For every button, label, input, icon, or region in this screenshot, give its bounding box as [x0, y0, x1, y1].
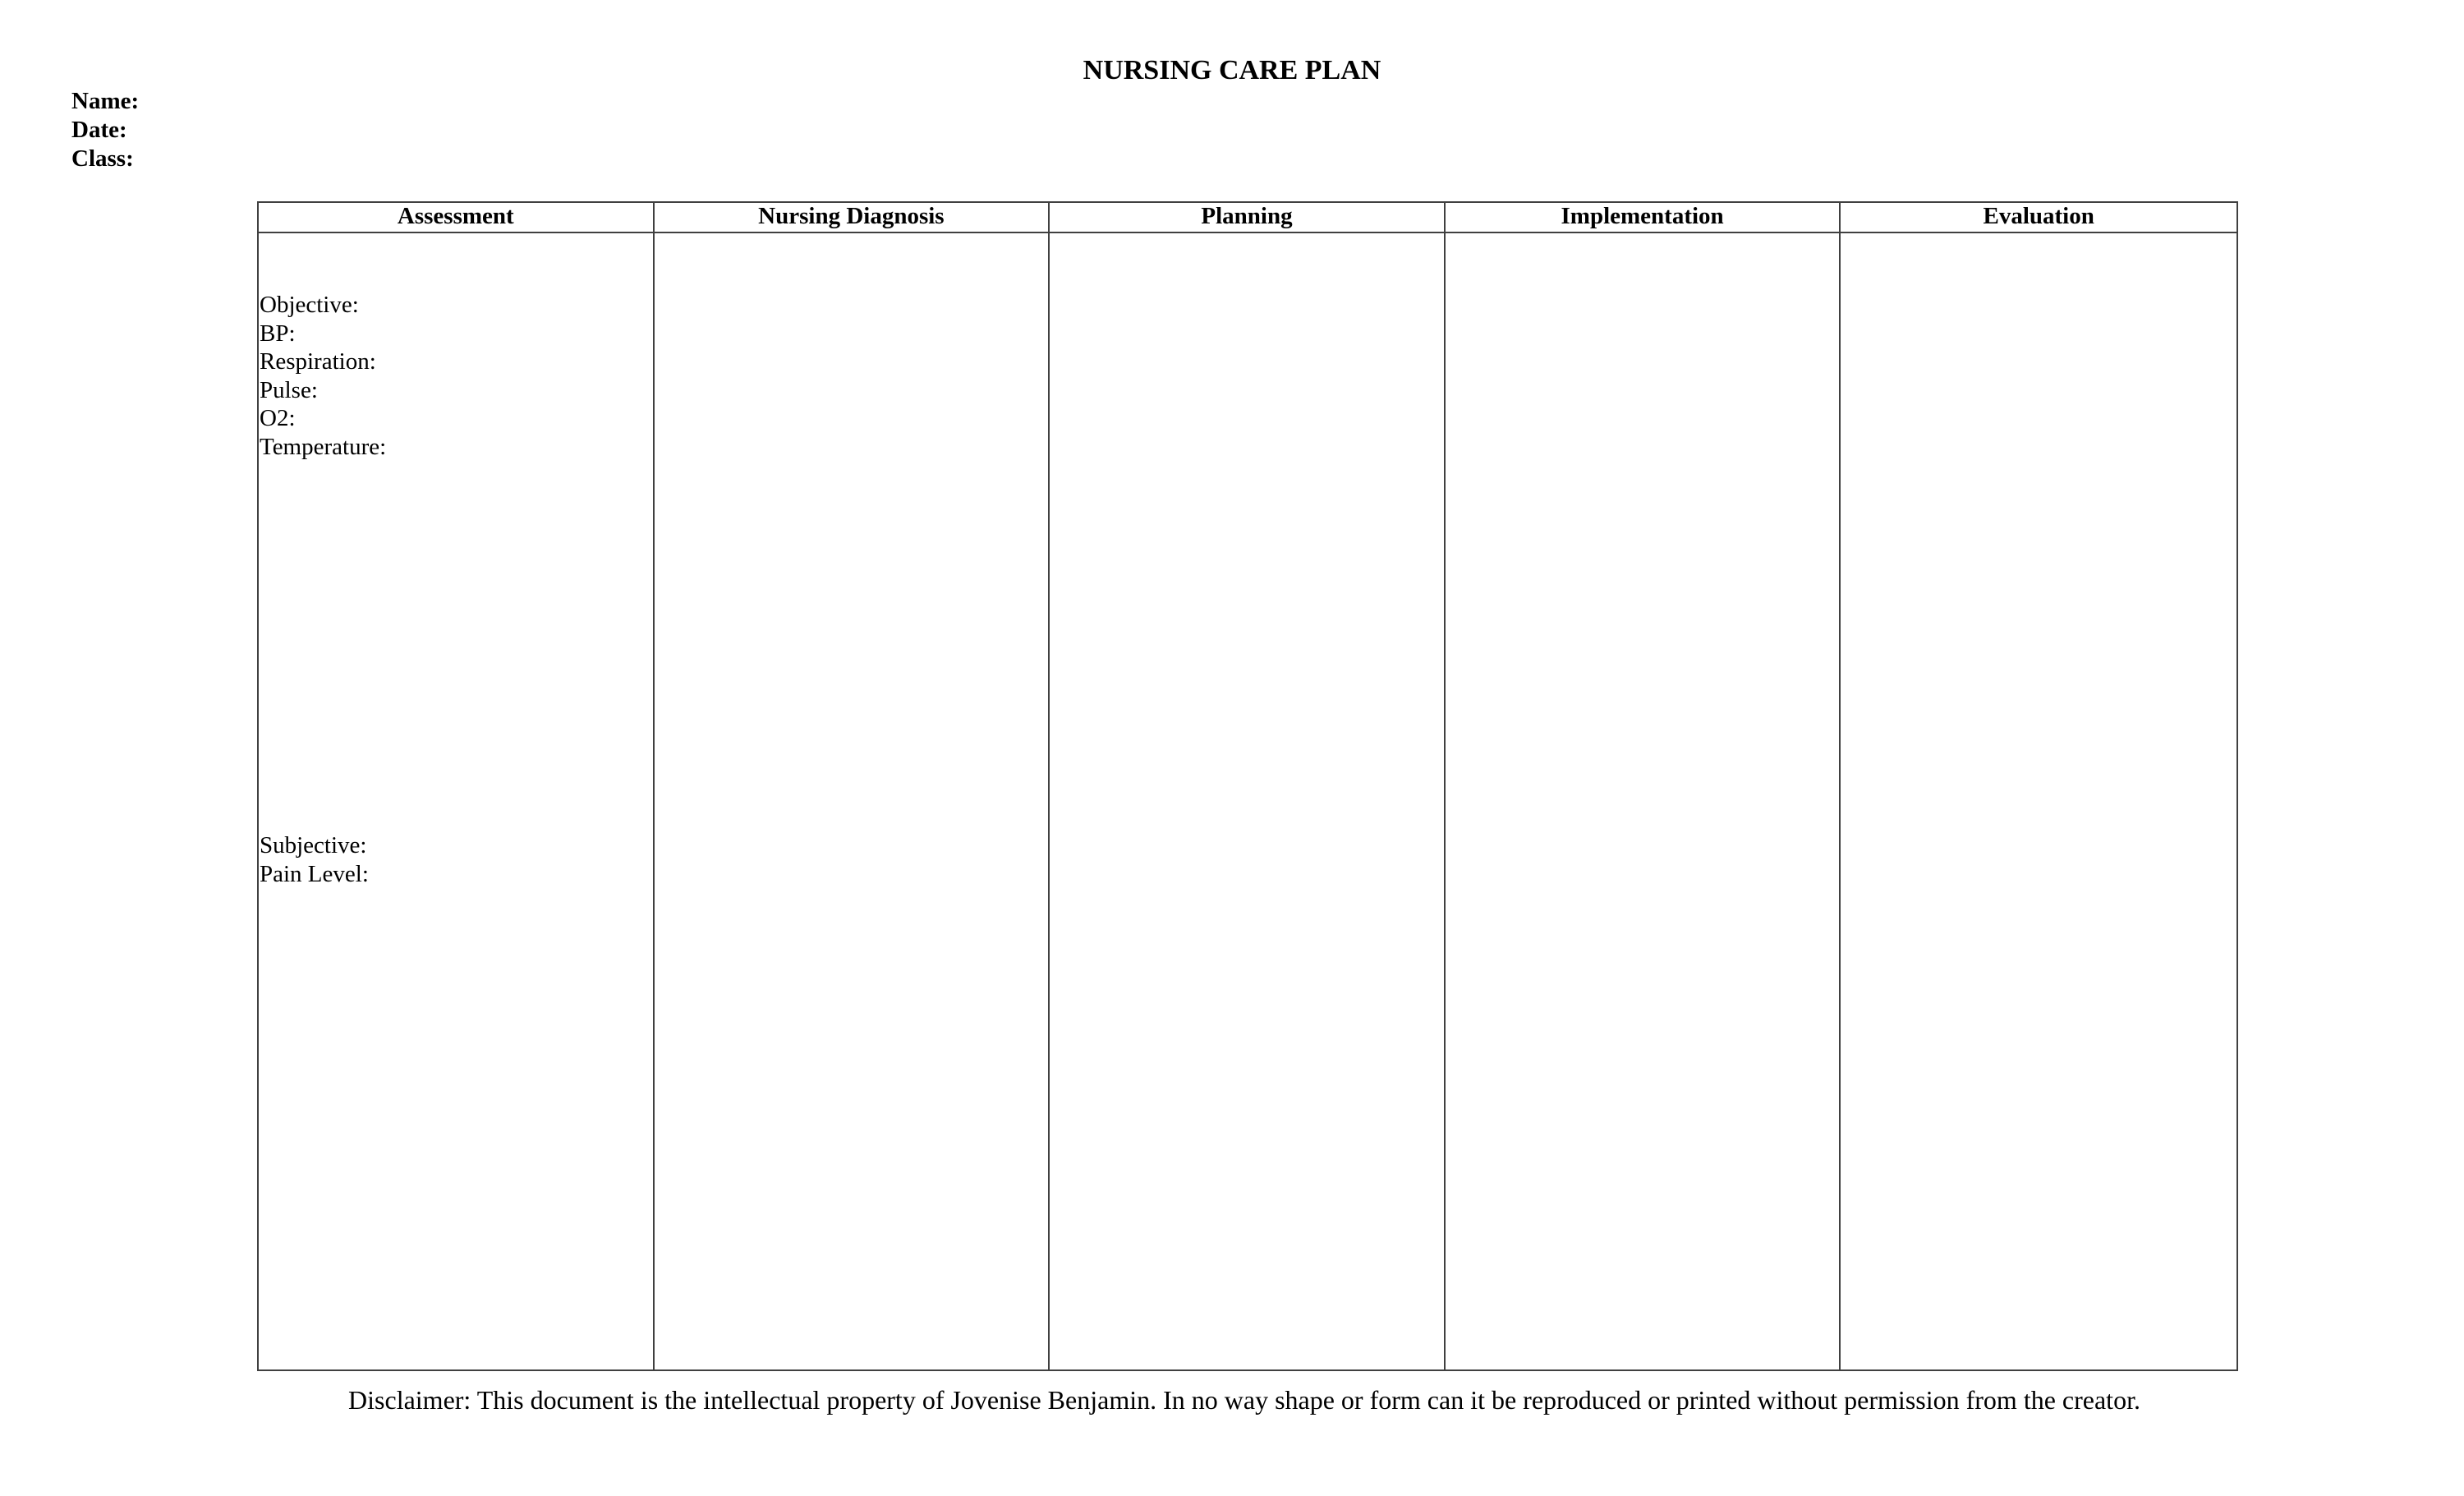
header-nursing-diagnosis: Nursing Diagnosis — [655, 203, 1050, 233]
care-plan-table — [257, 201, 2238, 1371]
pain-level-label: Pain Level: — [260, 860, 369, 887]
nursing-diagnosis-cell[interactable] — [655, 233, 1050, 1369]
planning-cell[interactable] — [1050, 233, 1446, 1369]
header-assessment: Assessment — [259, 203, 655, 233]
objective-label: Objective: — [260, 292, 359, 318]
header-planning: Planning — [1050, 203, 1446, 233]
page-title: NURSING CARE PLAN — [1083, 55, 1381, 85]
o2-label: O2: — [260, 405, 296, 431]
temperature-label: Temperature: — [260, 433, 387, 460]
subjective-label: Subjective: — [260, 832, 367, 858]
header-implementation: Implementation — [1446, 203, 1841, 233]
header-fields — [71, 87, 139, 173]
evaluation-cell[interactable] — [1841, 233, 2236, 1369]
pulse-label: Pulse: — [260, 376, 318, 403]
assessment-cell[interactable] — [259, 233, 655, 1369]
objective-section — [260, 291, 386, 461]
implementation-cell[interactable] — [1446, 233, 1841, 1369]
subjective-section — [260, 831, 369, 888]
bp-label: BP: — [260, 320, 296, 347]
disclaimer: Disclaimer: This document is the intellectual property of Jovenise Benjamin. In no way shape or form can it be reproduced or printed without permission from the creator. — [348, 1385, 2140, 1415]
class-label: Class: — [71, 145, 134, 172]
header-evaluation: Evaluation — [1841, 203, 2236, 233]
name-label: Name: — [71, 88, 140, 114]
respiration-label: Respiration: — [260, 348, 376, 375]
date-label: Date: — [71, 117, 127, 143]
